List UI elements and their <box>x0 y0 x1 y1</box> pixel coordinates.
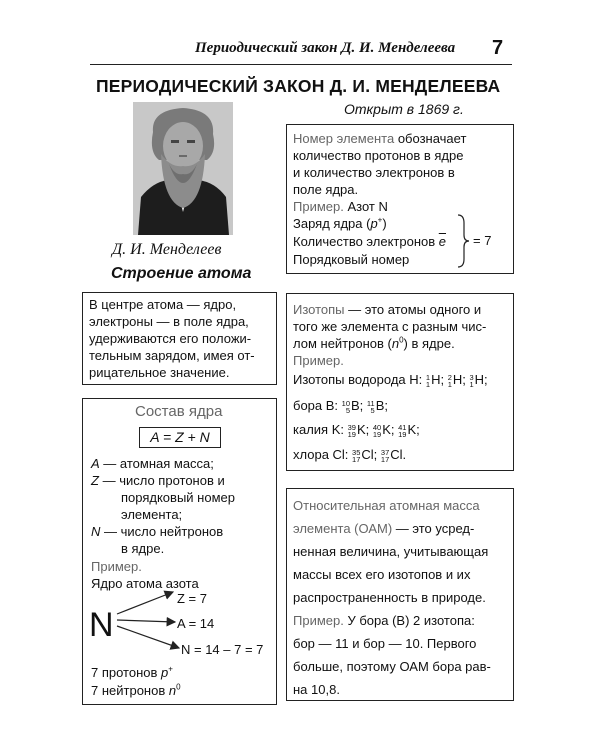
text-span: У бора (B) 2 изотопа: <box>347 613 475 628</box>
text-line: электроны — в поле ядра, <box>89 314 249 329</box>
potassium-label: калия K: <box>293 422 344 437</box>
arrow-result-a: A = 14 <box>177 616 215 631</box>
text-span: — это усред- <box>395 521 475 536</box>
mass-number: 11 <box>366 398 375 408</box>
text-line: количество протонов в ядре <box>293 148 464 163</box>
isotope-symbol: H <box>431 372 441 387</box>
isotope-symbol: H <box>452 372 463 387</box>
mendeleev-portrait <box>133 102 233 235</box>
mass-number: 2 <box>447 372 452 382</box>
example-title: Ядро атома азота <box>91 576 199 591</box>
protons-text: 7 протонов <box>91 665 158 680</box>
text-line: В центре атома — ядро, <box>89 297 237 312</box>
nucleus-composition-box <box>82 398 277 705</box>
arrow-result-n: N = 14 – 7 = 7 <box>181 642 264 657</box>
text-line: распространенность в природе. <box>293 590 486 605</box>
text-line: удерживаются его положи- <box>89 331 252 346</box>
text-line: больше, поэтому ОАМ бора рав- <box>293 659 491 674</box>
def-text: элемента; <box>121 507 183 522</box>
nucleus-heading: Состав ядра <box>135 403 223 420</box>
section-title: Строение атома <box>111 265 252 282</box>
def-text: в ядре. <box>121 541 165 556</box>
atomic-number: 17 <box>380 454 390 464</box>
page-title: ПЕРИОДИЧЕСКИЙ ЗАКОН Д. И. МЕНДЕЛЕЕВА <box>96 76 501 96</box>
example-name: Азот N <box>347 199 388 214</box>
text-span: обозначает <box>397 131 467 146</box>
text-span: ) в ядре. <box>403 336 455 351</box>
header-rule <box>90 64 512 65</box>
atomic-number: 1 <box>425 379 431 389</box>
text-span: — это атомы одного и <box>348 302 482 317</box>
proton-charge: + <box>168 664 173 674</box>
running-title: Периодический закон Д. И. Менделеева <box>195 40 456 56</box>
arrow-result-z: Z = 7 <box>177 591 207 606</box>
ordinal-label: Порядковый номер <box>293 252 410 267</box>
element-number-box <box>286 124 514 274</box>
isotope-symbol: K <box>382 422 391 437</box>
mass-number: 10 <box>341 398 350 408</box>
atomic-number: 5 <box>370 405 375 415</box>
atom-structure-box <box>82 292 277 385</box>
text-line: и количество электронов в <box>293 165 455 180</box>
portrait-caption: Д. И. Менделеев <box>112 241 222 258</box>
term-highlight: Номер элемента <box>293 131 395 146</box>
mass-number: 40 <box>372 422 382 432</box>
isotope-symbol: B <box>351 398 360 413</box>
text-line: тельным зарядом, имея от- <box>89 348 255 363</box>
mass-number: 39 <box>347 422 356 432</box>
def-text: — число протонов и <box>102 473 225 488</box>
isotope-symbol: H <box>474 372 485 387</box>
chlorine-label: хлора Cl: <box>293 447 349 462</box>
neutrons-text: 7 нейтронов <box>91 683 166 698</box>
mass-number: 1 <box>425 372 431 382</box>
example-label: Пример. <box>91 559 142 574</box>
boron-label: бора B: <box>293 398 339 413</box>
text-line: бор — 11 и бор — 10. Первого <box>293 636 477 651</box>
equals-value: = 7 <box>473 233 492 248</box>
nitrogen-symbol: N <box>89 606 114 644</box>
neutron-charge: 0 <box>176 682 181 692</box>
isotope-symbol: K <box>407 422 417 437</box>
example-label: Пример. <box>293 199 344 214</box>
text-line: поле ядра. <box>293 182 359 197</box>
right-brace-icon <box>455 213 471 269</box>
mass-formula: A = Z + N <box>139 427 221 448</box>
neutron-symbol: n <box>168 683 177 698</box>
isotopes-box: Изотопы — это атомы одного и того же элемента с разным чис- лом нейтронов $(n^0)$ в ядре. Пример. Изотопы водорода H: 1 1 H; 2 1 H; 3 1 H; бора B: 10 5 B; 11 5 B; калия K: 39 19 K; 40 19 K; 41 19 K; хлора Cl: 35 17 Cl; 37 17 Cl. <box>286 293 514 471</box>
electrons-label: Количество электронов <box>293 234 436 249</box>
discovery-year: Открыт в 1869 г. <box>344 101 464 117</box>
atomic-number: 1 <box>447 379 452 389</box>
electron-symbol: $\overline{e}$ <box>438 234 447 249</box>
page-number: 7 <box>492 37 504 59</box>
isotope-symbol: Cl <box>390 447 403 462</box>
mass-number: 37 <box>380 447 390 457</box>
mass-number: 35 <box>352 447 361 457</box>
atomic-number: 5 <box>345 405 350 415</box>
def-symbol: N <box>91 524 101 539</box>
charge-symbol: p <box>370 216 378 231</box>
term-highlight: Относительная атомная масса <box>293 498 480 513</box>
hydrogen-label: Изотопы водорода H: <box>293 372 423 387</box>
text-span: лом нейтронов ( <box>293 336 392 351</box>
isotope-symbol: B <box>375 398 385 413</box>
example-label: Пример. <box>293 613 344 628</box>
text-line: массы всех его изотопов и их <box>293 567 471 582</box>
mass-number: 3 <box>469 372 474 382</box>
atomic-number: 19 <box>372 429 382 439</box>
text-line: рицательное значение. <box>89 365 230 380</box>
def-text: — атомная масса; <box>103 456 214 471</box>
neutron-symbol: n <box>391 336 400 351</box>
mass-number: 41 <box>398 422 407 432</box>
text-line: ненная величина, учитывающая <box>293 544 489 559</box>
atomic-number: 17 <box>352 454 361 464</box>
term-highlight: Изотопы <box>293 302 345 317</box>
def-symbol: A <box>91 456 100 471</box>
example-label: Пример. <box>293 353 344 368</box>
def-text: порядковый номер <box>121 490 235 505</box>
atomic-number: 19 <box>347 429 356 439</box>
relative-atomic-mass-box <box>286 488 514 701</box>
atomic-number: 19 <box>398 429 407 439</box>
isotope-symbol: K <box>356 422 366 437</box>
text-line: на 10,8. <box>293 682 340 697</box>
charge-label: Заряд ядра ( <box>293 216 371 231</box>
charge-sign: + <box>377 215 383 225</box>
def-symbol: Z <box>91 473 99 488</box>
isotope-symbol: Cl <box>361 447 374 462</box>
text-line: того же элемента с разным чис- <box>293 319 487 334</box>
term-highlight: элемента (ОАМ) <box>293 521 393 536</box>
charge-close: ) <box>382 216 387 231</box>
atomic-number: 1 <box>469 379 474 389</box>
proton-symbol: p <box>161 665 169 680</box>
def-text: — число нейтронов <box>104 524 224 539</box>
neutron-charge: 0 <box>399 335 404 345</box>
